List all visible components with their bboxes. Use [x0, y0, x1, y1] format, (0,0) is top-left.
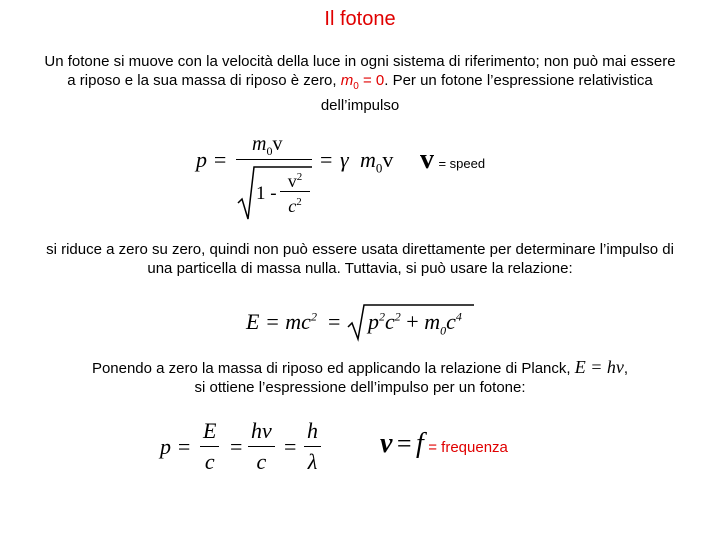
eq3-fraction-1: $\frac{E}{c}$ — [200, 418, 219, 475]
sqrt-one: 1 - — [256, 183, 277, 204]
eq1-equals: = — [320, 147, 333, 172]
page-title: Il fotone — [324, 8, 396, 30]
eq2-equals: = — [328, 309, 341, 334]
intro-text-2: . Per un fotone l’espressione relativistica dell’impulso — [320, 72, 653, 114]
eq1-rhs: $m_0v$ — [360, 147, 394, 176]
frequency-label: = frequenza — [428, 439, 508, 456]
paragraph-3-line-2: si ottiene l’espressione dell’impulso per un fotone: — [194, 379, 526, 396]
eq3-lhs: p = — [160, 434, 192, 459]
eq1-fraction — [236, 133, 312, 223]
momentum-equation — [196, 133, 426, 225]
photon-momentum-equation — [160, 418, 330, 474]
intro-text-1: Un fotone si muove con la velocità della luce in ogni sistema di riferimento; non può mai essere a riposo e la sua massa di riposo è zero, — [44, 53, 676, 89]
gamma-symbol: γ — [340, 147, 349, 172]
freq-equals: = — [396, 429, 412, 458]
eq1-lhs: p = — [196, 147, 228, 172]
sqrt-fraction: $v^2$ $c^2$ — [280, 167, 310, 216]
eq2-radicand: $p^2c^2 + m_0c^4$ — [368, 309, 462, 338]
eq1-numerator: $m_0v$ — [252, 133, 283, 158]
rest-mass-expression: $m_0 = 0$ — [340, 72, 385, 92]
paragraph-3: Ponendo a zero la massa di riposo ed applicando la relazione di Planck, E = hν, si ottiene l’espressione dell’impulso per un fotone: — [91, 357, 629, 396]
energy-equation — [246, 303, 486, 343]
eq2-lhs: $E = mc^2$ — [246, 309, 317, 334]
speed-symbol: v — [420, 144, 434, 175]
intro-paragraph — [40, 52, 680, 115]
nu-symbol: ν — [380, 428, 393, 459]
eq3-fraction-3: $\frac{h}{\lambda}$ — [304, 418, 321, 475]
eq3-equals-1: = — [230, 434, 243, 459]
speed-label: = speed — [438, 156, 486, 171]
paragraph-3-line-1: Ponendo a zero la massa di riposo ed applicando la relazione di Planck, — [91, 360, 571, 377]
frequency-note — [380, 428, 508, 460]
f-symbol: f — [416, 428, 424, 459]
planck-relation: E = hν — [574, 357, 624, 377]
speed-note — [420, 144, 485, 176]
eq3-fraction-2: $\frac{h\nu}{c}$ — [248, 418, 275, 475]
paragraph-2: si riduce a zero su zero, quindi non può essere usata direttamente per determinare l’impulso di una particella di massa nulla. Tuttavia, si può usare la relazione: — [46, 241, 674, 277]
eq3-equals-2: = — [284, 434, 297, 459]
